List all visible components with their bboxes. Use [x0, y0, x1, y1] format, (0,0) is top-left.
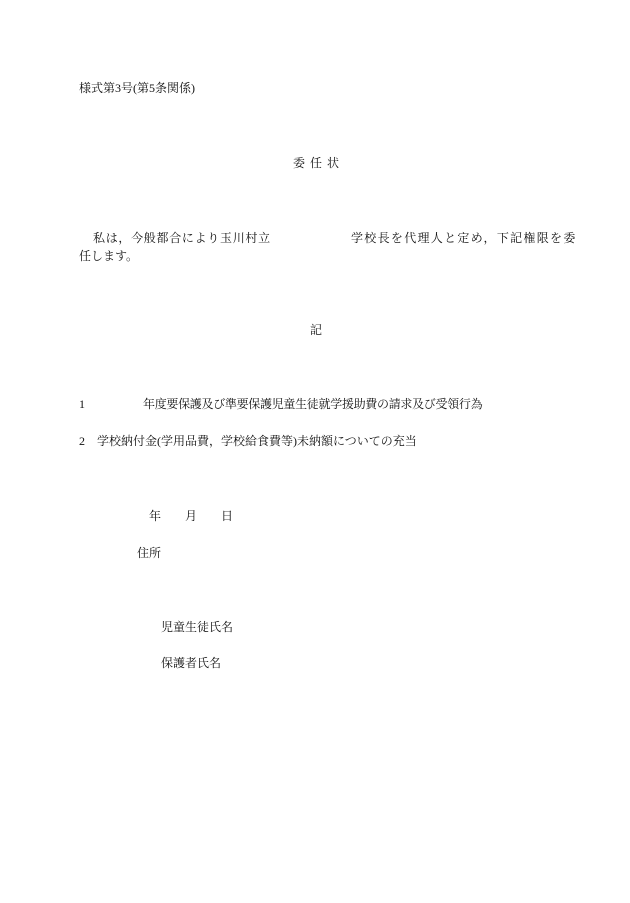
date-year-label: 年 [149, 509, 162, 523]
item-number: 2 [79, 434, 85, 448]
ki-heading: 記 [310, 323, 323, 337]
guardian-name-label: 保護者氏名 [161, 656, 222, 670]
address-label: 住所 [137, 546, 162, 560]
date-day-label: 日 [221, 509, 234, 523]
item-text: 学校納付金(学用品費，学校給食費等)未納額についての充当 [97, 434, 417, 448]
body-text-line2: 任します。 [79, 249, 139, 263]
body-text-part1: 私は，今般都合により玉川村立 [93, 231, 271, 245]
body-text-part2: 学校長を代理人と定め，下記権限を委 [351, 231, 577, 245]
student-name-label: 児童生徒氏名 [161, 620, 234, 634]
document-title: 委 任 状 [293, 156, 341, 170]
item-number: 1 [79, 397, 85, 411]
form-number: 様式第3号(第5条関係) [79, 81, 195, 95]
date-month-label: 月 [185, 509, 198, 523]
item-text: 年度要保護及び準要保護児童生徒就学援助費の請求及び受領行為 [143, 397, 483, 411]
